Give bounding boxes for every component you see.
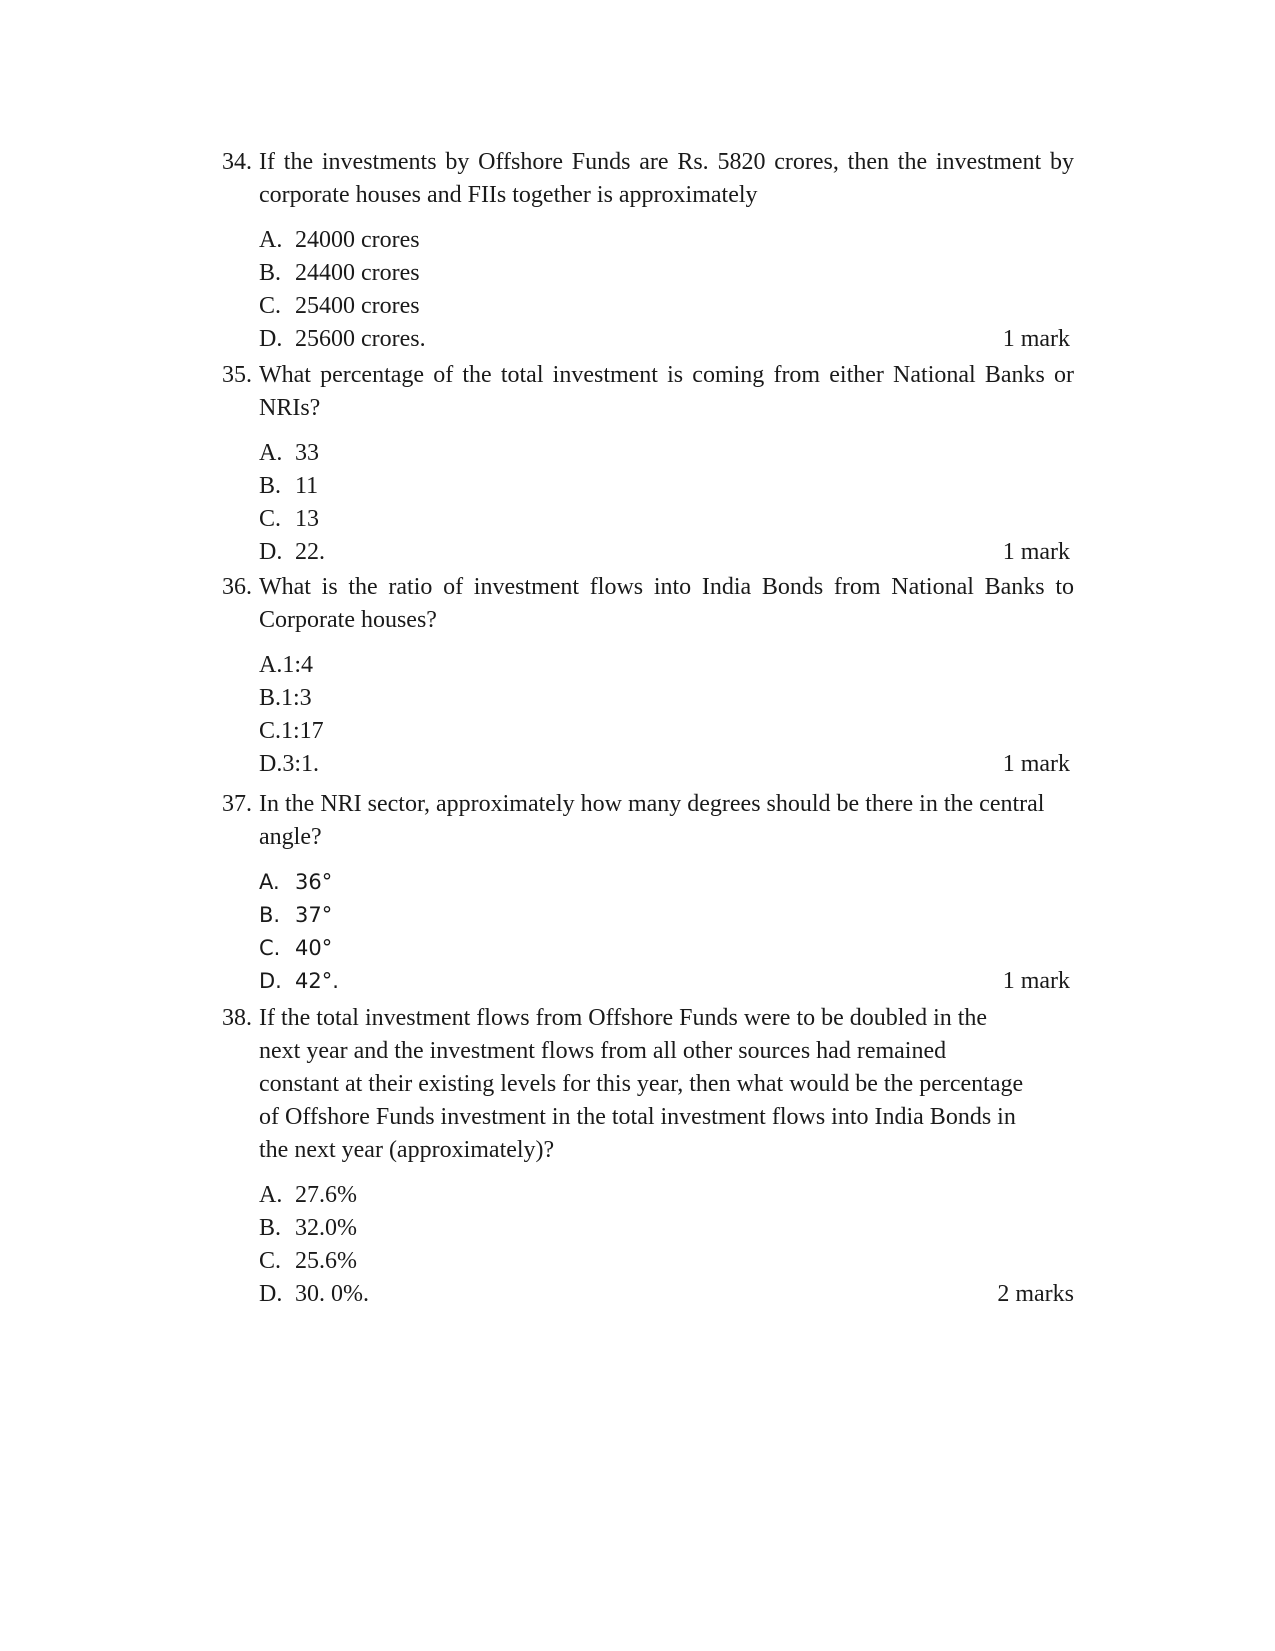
option-text: 27.6% — [295, 1182, 357, 1208]
option-b — [259, 470, 1074, 503]
question-text: In the NRI sector, approximately how many degrees should be there in the central angle? — [259, 791, 1045, 850]
option-letter: C. — [259, 506, 282, 532]
question-stem — [222, 788, 1074, 854]
answer-options — [259, 224, 1074, 356]
question-text: What is the ratio of investment flows into India Bonds from National Banks to Corporate houses? — [259, 574, 1074, 633]
option-letter: B. — [259, 685, 282, 711]
option-c — [259, 1245, 1074, 1278]
question-text: If the investments by Offshore Funds are Rs. 5820 crores, then the investment by corporate houses and FIIs together is approximately — [259, 149, 1074, 208]
option-letter: C. — [259, 293, 282, 319]
option-letter: A. — [259, 870, 280, 894]
option-a — [259, 1179, 1074, 1212]
option-text: 24000 crores — [295, 227, 420, 253]
option-a — [259, 437, 1074, 470]
question-stem — [222, 359, 1074, 425]
option-text: 25.6% — [295, 1248, 357, 1274]
question-36 — [222, 571, 1074, 781]
marks-label: 1 mark — [1002, 326, 1070, 352]
option-letter: B. — [259, 903, 281, 927]
option-text: 22. — [295, 539, 325, 565]
option-text: 1:4 — [282, 652, 314, 678]
question-stem — [222, 146, 1074, 212]
question-number: 38. — [222, 1005, 252, 1031]
question-text: If the total investment flows from Offshore Funds were to be doubled in the next year and the investment flows from all other sources had remained constant at their existing levels for this year, then what would be the percentage of Offshore Funds investment in the total investment flows into India Bonds in the next year (approximately)? — [259, 1005, 1024, 1163]
option-letter: B. — [259, 260, 282, 286]
option-b — [259, 899, 1074, 932]
option-text: 25600 crores. — [295, 326, 426, 352]
option-d — [259, 536, 1074, 569]
marks-label: 1 mark — [1002, 968, 1070, 994]
option-c — [259, 503, 1074, 536]
option-d — [259, 965, 1074, 998]
question-number: 35. — [222, 362, 252, 388]
option-c — [259, 715, 1074, 748]
option-text: 1:3 — [281, 685, 312, 711]
option-b — [259, 682, 1074, 715]
option-text: 37° — [295, 903, 333, 927]
option-a — [259, 224, 1074, 257]
answer-options — [259, 866, 1074, 998]
option-text: 36° — [295, 870, 333, 894]
option-d — [259, 748, 1074, 781]
marks-label: 2 marks — [997, 1281, 1074, 1307]
question-number: 34. — [222, 149, 252, 175]
option-letter: A. — [259, 440, 283, 466]
option-text: 24400 crores — [295, 260, 420, 286]
marks-label: 1 mark — [1002, 539, 1070, 565]
option-text: 40° — [295, 936, 333, 960]
option-text: 13 — [295, 506, 319, 532]
option-text: 33 — [295, 440, 319, 466]
option-letter: D. — [259, 969, 282, 993]
option-letter: C. — [259, 1248, 282, 1274]
option-d — [259, 1278, 1074, 1311]
option-letter: C. — [259, 936, 281, 960]
option-b — [259, 257, 1074, 290]
option-c — [259, 932, 1074, 965]
question-38 — [222, 1002, 1074, 1311]
answer-options — [259, 1179, 1074, 1311]
option-text: 30. 0%. — [295, 1281, 369, 1307]
question-stem — [222, 571, 1074, 637]
option-text: 25400 crores — [295, 293, 420, 319]
question-number: 36. — [222, 574, 252, 600]
option-c — [259, 290, 1074, 323]
option-letter: D. — [259, 751, 283, 777]
answer-options — [259, 437, 1074, 569]
option-letter: A. — [259, 1182, 283, 1208]
option-text: 11 — [295, 473, 319, 499]
option-letter: D. — [259, 539, 283, 565]
option-d — [259, 323, 1074, 356]
option-letter: B. — [259, 473, 282, 499]
question-text: What percentage of the total investment is coming from either National Banks or NRIs? — [259, 362, 1074, 421]
option-letter: B. — [259, 1215, 282, 1241]
option-a — [259, 649, 1074, 682]
answer-options — [259, 649, 1074, 781]
option-text: 3:1. — [282, 751, 320, 777]
question-34 — [222, 146, 1074, 356]
option-b — [259, 1212, 1074, 1245]
option-letter: A. — [259, 227, 283, 253]
option-text: 32.0% — [295, 1215, 357, 1241]
question-35 — [222, 359, 1074, 569]
option-letter: A. — [259, 652, 283, 678]
marks-label: 1 mark — [1002, 751, 1070, 777]
option-letter: C. — [259, 718, 282, 744]
question-number: 37. — [222, 791, 252, 817]
question-stem — [222, 1002, 1074, 1167]
option-text: 42°. — [295, 969, 339, 993]
question-37 — [222, 788, 1074, 998]
option-text: 1:17 — [281, 718, 324, 744]
option-letter: D. — [259, 1281, 283, 1307]
option-a — [259, 866, 1074, 899]
option-letter: D. — [259, 326, 283, 352]
